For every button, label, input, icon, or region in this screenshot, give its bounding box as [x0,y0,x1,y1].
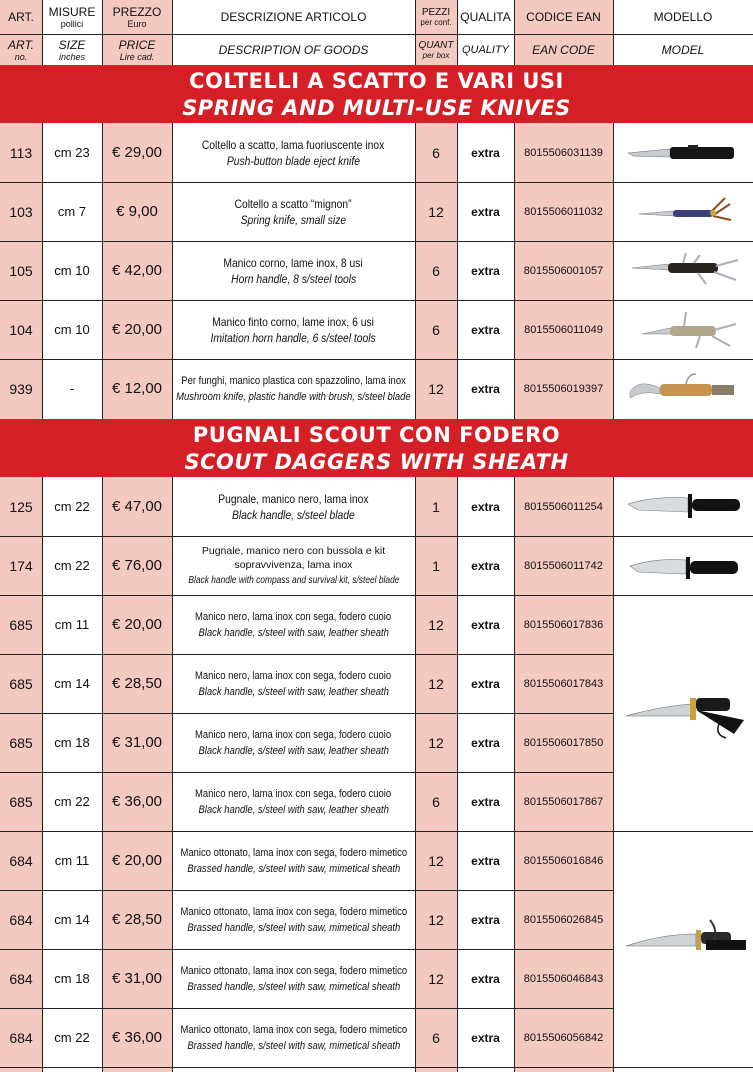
row-size: cm 22 [54,794,90,809]
row-price: € 20,00 [111,852,163,869]
row-size: cm 18 [54,971,90,986]
scout-dagger-image [624,488,746,524]
row-desc-en: Spring knife, small size [240,212,347,227]
header-qty [415,2,457,32]
row-ean: 8015506017836 [523,618,604,631]
row-ean: 8015506001057 [523,264,604,277]
row-price: € 12,00 [111,380,163,397]
row-qty: 12 [428,616,444,633]
row-ean: 8015506016846 [523,854,604,867]
row-size: cm 22 [54,558,90,573]
row-ean: 8015506017867 [523,795,604,808]
imitation-horn-multitool-image [640,308,740,352]
header-qty-en-sub: per box [422,51,450,60]
row-description [172,890,415,949]
row-art: 685 [9,793,33,810]
row-desc-en: Black handle, s/steel blade [232,507,355,522]
header-price-label: PREZZO [112,5,162,19]
row-quality: extra [471,676,500,691]
row-description [172,949,415,1008]
header-size [42,2,102,32]
row-ean: 8015506017843 [523,677,604,690]
header-qty-en-label: QUANT [418,40,454,51]
row-qty: 6 [432,793,440,810]
row-description [172,1008,415,1067]
row-art: 685 [9,675,33,692]
horn-multitool-knife-image [628,250,743,290]
row-ean: 8015506046843 [523,972,604,985]
row-desc-it: Pugnale, manico nero con bussola e kit sopravvivenza, lama inox [201,544,386,571]
row-ean: 8015506011032 [524,205,603,218]
row-description [172,772,415,831]
survival-dagger-image [624,550,746,586]
row-desc-en: Push-button blade eject knife [226,153,361,168]
row-ean: 8015506011254 [524,500,603,513]
row-size: cm 10 [54,263,90,278]
row-desc-en: Black handle, s/steel with saw, leather sheath [198,744,389,757]
row-desc-it: Manico nero, lama inox con sega, fodero cuoio [195,669,392,682]
row-art: 684 [9,970,33,987]
row-art: 105 [9,262,33,279]
row-description [172,477,415,536]
mushroom-knife-image [626,368,741,408]
row-description [172,241,415,300]
row-qty: 12 [428,970,444,987]
row-price: € 9,00 [116,203,158,220]
row-art: 104 [9,321,33,338]
row-desc-en: Black handle, s/steel with saw, leather sheath [198,685,389,698]
row-desc-it: Manico finto corno, lame inox, 6 usi [212,314,375,329]
row-size: cm 22 [54,1030,90,1045]
row-art: 685 [9,616,33,633]
row-price: € 36,00 [111,793,163,810]
row-desc-it: Manico ottonato, lama inox con sega, fodero mimetico [180,1023,407,1036]
row-qty: 12 [428,852,444,869]
row-desc-en: Mushroom knife, plastic handle with brush, s/steel blade [176,390,411,403]
header-art-en [0,35,42,65]
header-desc-en: DESCRIPTION OF GOODS [218,43,369,57]
row-qty: 12 [428,734,444,751]
row-quality: extra [471,1030,500,1045]
row-size: cm 11 [54,853,90,868]
row-desc-it: Manico ottonato, lama inox con sega, fodero mimetico [180,846,407,859]
row-desc-it: Manico corno, lame inox, 8 usi [223,255,364,270]
saw-knife-camo-sheath-image [622,910,750,966]
row-desc-it: Coltello a scatto “mignon” [234,196,353,211]
row-ean: 8015506019397 [523,382,604,395]
row-desc-en: Brassed handle, s/steel with saw, mimetical sheath [187,862,400,875]
row-price: € 20,00 [111,616,163,633]
row-size: cm 14 [54,676,90,691]
row-ean: 8015506031139 [524,146,603,159]
row-quality: extra [471,381,500,396]
section-band-spring-knives [0,65,753,123]
row-quality: extra [471,794,500,809]
row-desc-en: Imitation horn handle, 6 s/steel tools [210,330,377,345]
row-divider [0,1067,753,1068]
row-description [172,123,415,182]
header-price-sub: Euro [127,19,147,29]
row-size: cm 14 [54,912,90,927]
section-title-en: SCOUT DAGGERS WITH SHEATH [184,450,569,474]
row-quality: extra [471,912,500,927]
row-qty: 1 [432,498,440,515]
row-quality: extra [471,499,500,514]
push-button-knife-image [624,138,742,168]
header-qty-label: PEZZI [421,7,451,18]
header-size-en-sub: inches [58,52,85,62]
row-price: € 28,50 [111,675,163,692]
row-desc-it: Manico nero, lama inox con sega, fodero cuoio [195,787,392,800]
row-art: 125 [9,498,33,515]
row-qty: 6 [432,262,440,279]
row-art: 939 [9,380,33,397]
saw-knife-leather-sheath-image [622,676,747,740]
header-qty-sub: per conf. [420,18,452,27]
row-description [172,595,415,654]
row-price: € 76,00 [111,557,163,574]
header-size-en [42,35,102,65]
row-art: 684 [9,1029,33,1046]
header-quality-en: QUALITY [461,44,510,56]
row-ean: 8015506026845 [523,913,604,926]
row-price: € 47,00 [111,498,163,515]
header-qty-en [415,35,457,65]
row-desc-en: Brassed handle, s/steel with saw, mimetical sheath [187,921,400,934]
row-description [172,654,415,713]
section-band-scout-daggers [0,419,753,477]
header-size-sub: pollici [60,19,84,29]
row-qty: 6 [432,144,440,161]
row-desc-it: Coltello a scatto, lama fuoriuscente inox [202,137,385,152]
row-desc-it: Manico ottonato, lama inox con sega, fodero mimetico [180,905,407,918]
row-qty: 6 [432,1029,440,1046]
row-size: cm 10 [54,322,90,337]
row-qty: 12 [428,675,444,692]
row-desc-en: Horn handle, 8 s/steel tools [230,271,357,286]
row-size: - [69,381,75,396]
header-art-en-sub: no. [14,52,28,62]
row-ean: 8015506017850 [523,736,604,749]
row-quality: extra [471,263,500,278]
row-desc-it: Manico nero, lama inox con sega, fodero cuoio [195,610,392,623]
header-model: MODELLO [653,10,713,24]
header-desc: DESCRIZIONE ARTICOLO [220,10,367,24]
header-price-en [102,35,172,65]
row-qty: 12 [428,203,444,220]
header-ean: CODICE EAN [526,10,601,24]
row-size: cm 23 [54,145,90,160]
header-price-en-label: PRICE [118,38,156,52]
row-price: € 28,50 [111,911,163,928]
row-price: € 20,00 [111,321,163,338]
row-price: € 31,00 [111,734,163,751]
header-quality: QUALITA [460,10,511,24]
header-art: ART. [8,10,34,24]
row-desc-en: Brassed handle, s/steel with saw, mimetical sheath [187,980,400,993]
row-desc-it: Pugnale, manico nero, lama inox [218,491,369,506]
row-size: cm 7 [57,204,87,219]
section-title-en: SPRING AND MULTI-USE KNIVES [182,96,571,120]
row-quality: extra [471,204,500,219]
row-price: € 36,00 [111,1029,163,1046]
row-art: 174 [9,557,33,574]
row-desc-en: Brassed handle, s/steel with saw, mimetical sheath [187,1039,400,1052]
row-size: cm 22 [54,499,90,514]
row-size: cm 18 [54,735,90,750]
row-description [172,536,415,595]
row-ean: 8015506056842 [523,1031,604,1044]
row-quality: extra [471,853,500,868]
header-model-en: MODEL [661,43,705,57]
row-desc-it: Per funghi, manico plastica con spazzolino, lama inox [181,374,406,387]
header-art-en-label: ART. [7,38,34,52]
row-qty: 6 [432,321,440,338]
header-size-en-label: SIZE [58,38,86,52]
row-art: 103 [9,203,33,220]
row-price: € 29,00 [111,144,163,161]
row-art: 113 [9,144,33,161]
row-description [172,713,415,772]
row-qty: 1 [432,557,440,574]
row-desc-it: Manico ottonato, lama inox con sega, fodero mimetico [180,964,407,977]
row-description [172,359,415,418]
mignon-spring-knife-image [635,190,735,230]
row-desc-en: Black handle with compass and survival kit, s/steel blade [187,573,400,586]
row-quality: extra [471,558,500,573]
row-desc-en: Black handle, s/steel with saw, leather sheath [198,626,389,639]
header-price-en-sub: Lire cad. [119,52,155,62]
row-quality: extra [471,735,500,750]
row-quality: extra [471,322,500,337]
row-art: 684 [9,911,33,928]
row-description [172,831,415,890]
header-ean-en: EAN CODE [532,43,595,57]
row-desc-en: Black handle, s/steel with saw, leather sheath [198,803,389,816]
row-art: 684 [9,852,33,869]
section-title-it: COLTELLI A SCATTO E VARI USI [189,69,564,93]
row-quality: extra [471,145,500,160]
row-description [172,182,415,241]
section-title-it: PUGNALI SCOUT CON FODERO [192,423,561,447]
header-price [102,2,172,32]
row-quality: extra [471,617,500,632]
row-desc-it: Manico nero, lama inox con sega, fodero cuoio [195,728,392,741]
header-size-label: MISURE [48,5,96,19]
row-ean: 8015506011742 [524,559,603,572]
row-size: cm 11 [54,617,90,632]
row-qty: 12 [428,911,444,928]
row-art: 685 [9,734,33,751]
row-price: € 42,00 [111,262,163,279]
row-ean: 8015506011049 [524,323,603,336]
row-description [172,300,415,359]
row-price: € 31,00 [111,970,163,987]
row-quality: extra [471,971,500,986]
row-qty: 12 [428,380,444,397]
